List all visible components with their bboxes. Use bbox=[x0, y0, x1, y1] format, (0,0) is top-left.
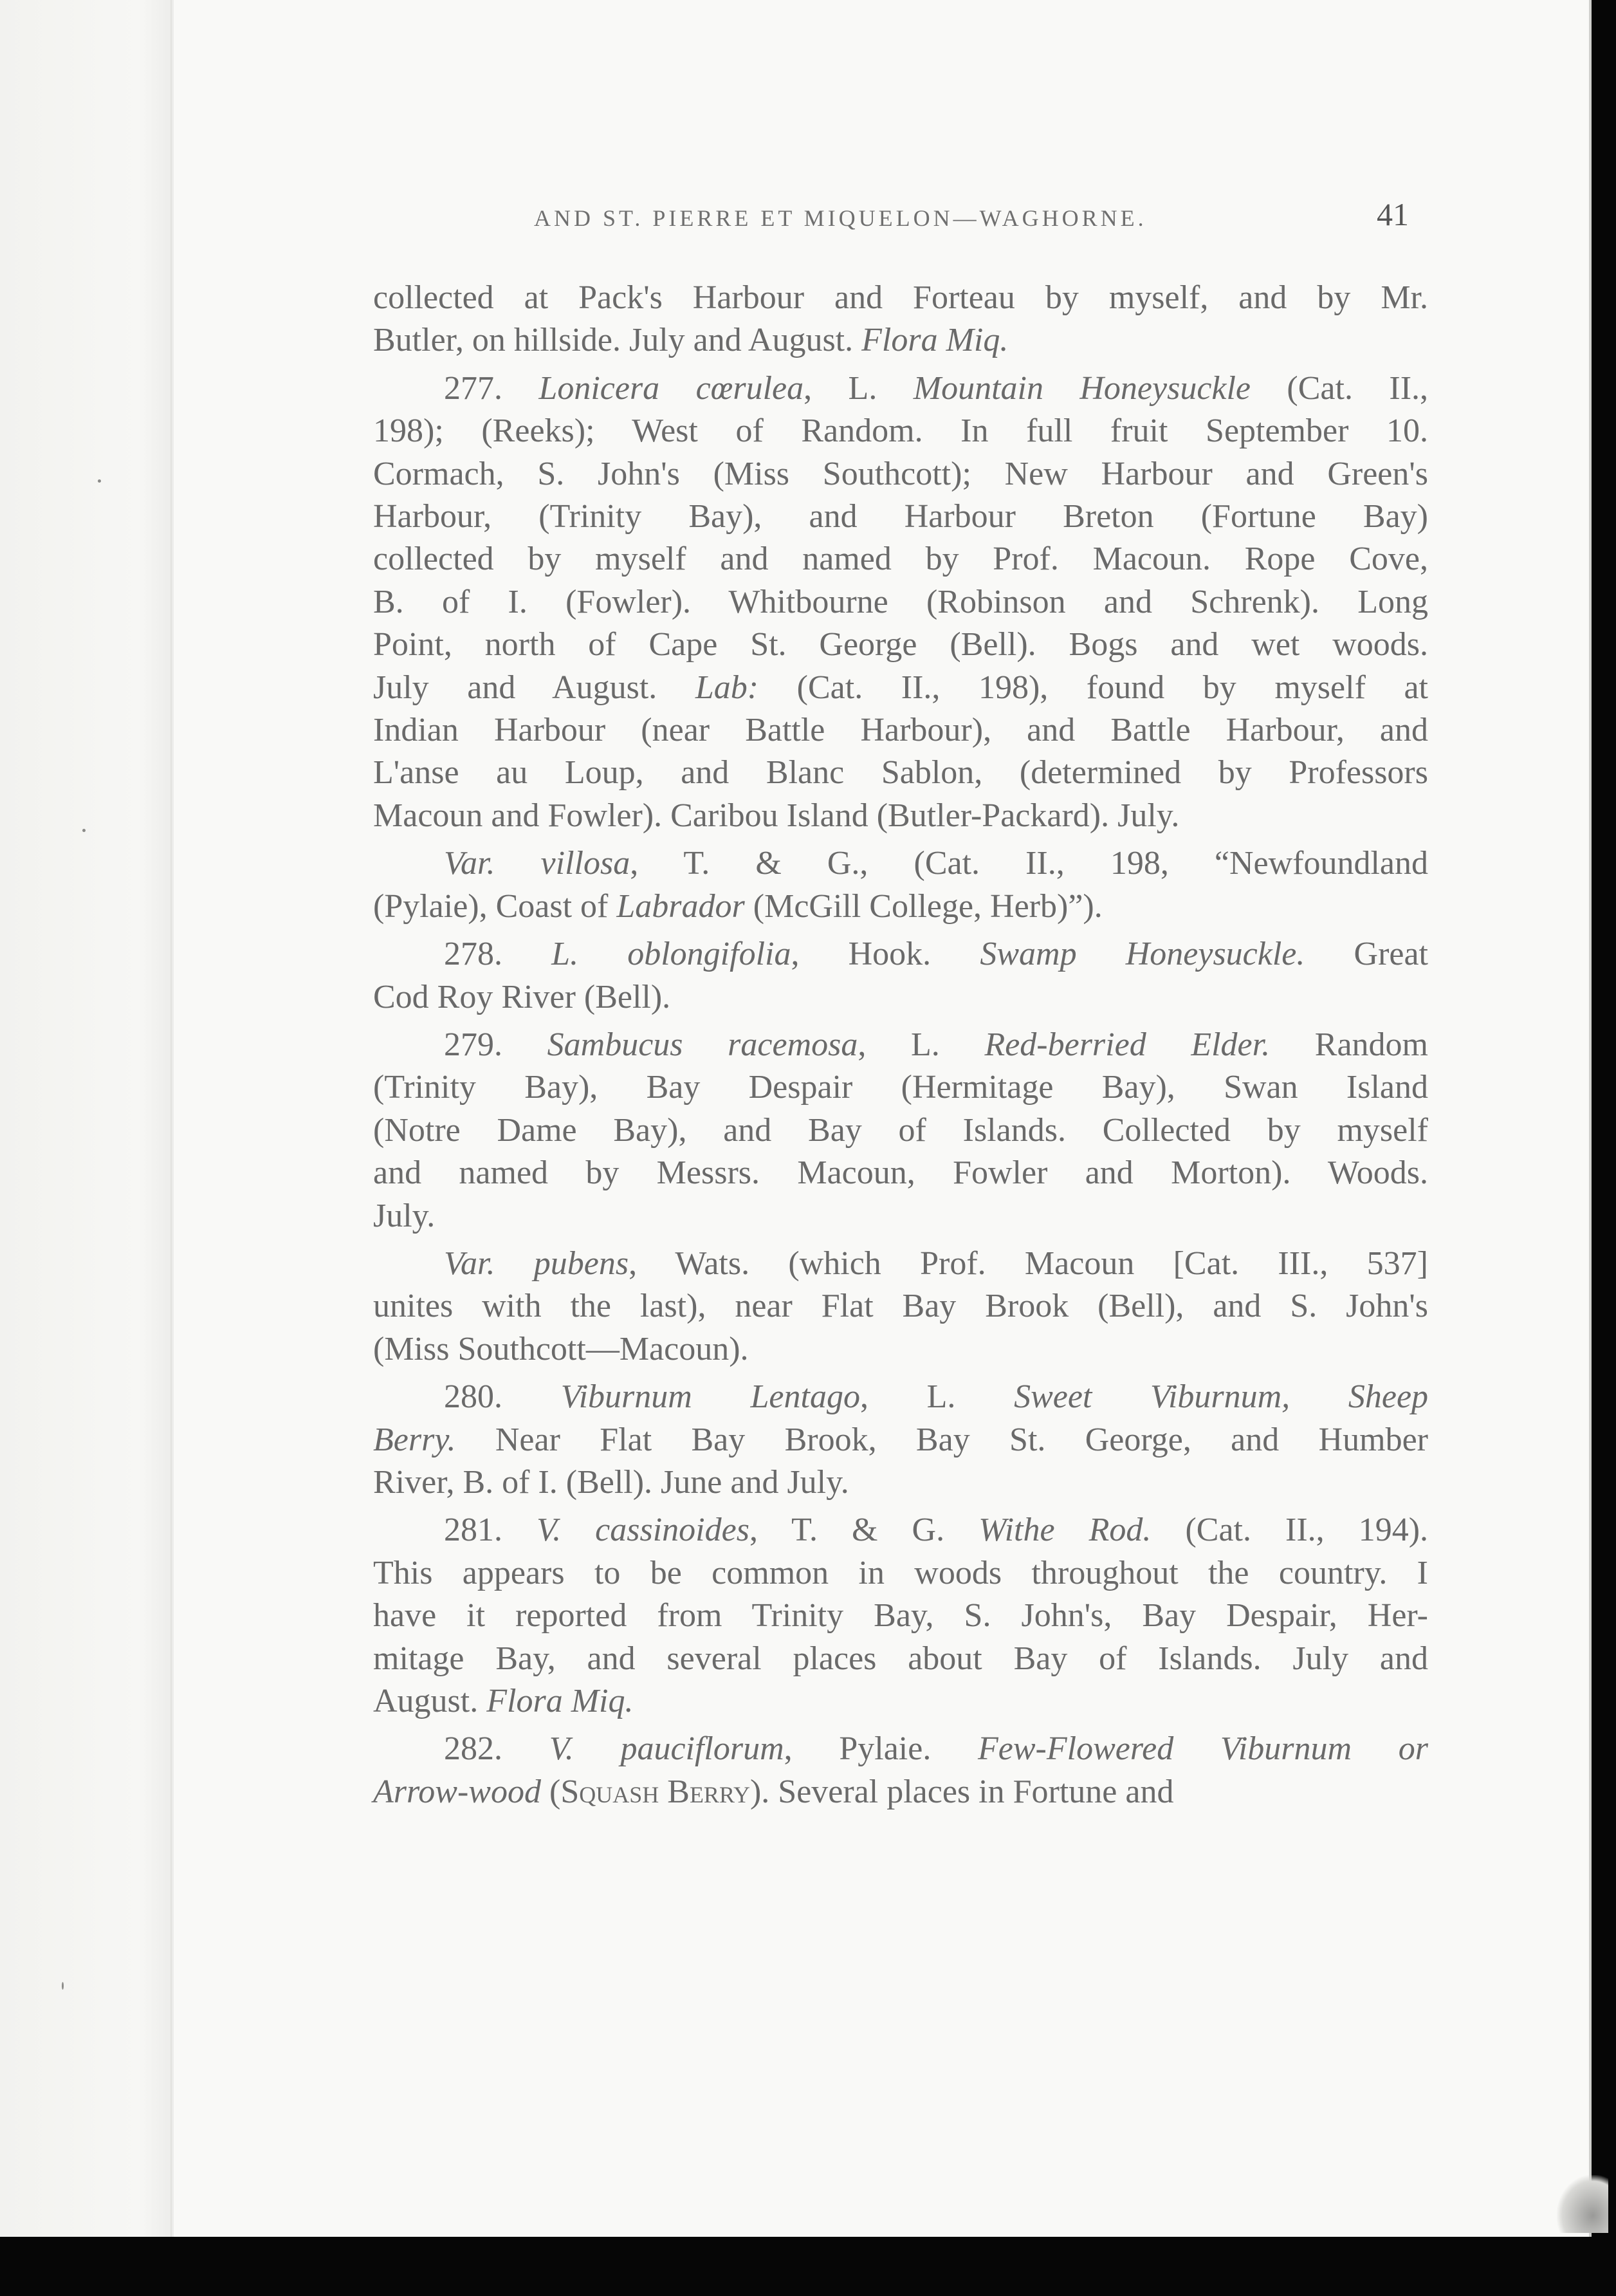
italic-term: Lab: bbox=[695, 669, 759, 706]
italic-term: L. oblongifolia bbox=[551, 936, 791, 973]
text-line: 282. V. pauciflorum, Pylaie. Few-Flowered Viburnum or bbox=[444, 1730, 1428, 1768]
text-line: Butler, on hillside. July and August. Flora Miq. bbox=[373, 322, 1009, 359]
italic-term: Mountain Honeysuckle bbox=[913, 369, 1251, 407]
text-line: 280. Viburnum Lentago, L. Sweet Viburnum, Sheep bbox=[444, 1378, 1429, 1416]
text-line: Cormach, S. John's (Miss Southcott); New Harbour and Green's bbox=[373, 455, 1428, 492]
text-line: Arrow-wood (Squash Berry). Several places in Fortune and bbox=[373, 1773, 1174, 1810]
text-line: collected by myself and named by Prof. Macoun. Rope Cove, bbox=[373, 541, 1428, 578]
page-speck bbox=[82, 829, 86, 832]
italic-term: V. pauciflorum bbox=[549, 1730, 784, 1768]
text-line: collected at Pack's Harbour and Forteau by myself, and by Mr. bbox=[373, 279, 1428, 316]
text-line: Macoun and Fowler). Caribou Island (Butler-Packard). July. bbox=[373, 797, 1180, 834]
text-line: L'anse au Loup, and Blanc Sablon, (determined by Professors bbox=[373, 754, 1428, 792]
italic-term: Flora Miq. bbox=[861, 322, 1009, 359]
italic-term: Labrador bbox=[616, 887, 745, 925]
italic-term: Var. villosa bbox=[444, 845, 630, 882]
page-speck bbox=[98, 479, 101, 483]
text-line: Berry. Near Flat Bay Brook, Bay St. George, and Humber bbox=[373, 1421, 1428, 1458]
page-corner-curl bbox=[1557, 2175, 1608, 2233]
text-line: Point, north of Cape St. George (Bell). Bogs and wet woods. bbox=[373, 626, 1428, 663]
italic-term: Flora Miq. bbox=[486, 1683, 634, 1719]
text-line: have it reported from Trinity Bay, S. John's, Bay Despair, Her- bbox=[373, 1597, 1428, 1634]
text-line: 281. V. cassinoides, T. & G. Withe Rod. (Cat. II., 194). bbox=[444, 1512, 1429, 1549]
text-line: (Notre Dame Bay), and Bay of Islands. Collected by myself bbox=[373, 1111, 1428, 1149]
italic-term: Red-berried Elder. bbox=[984, 1026, 1271, 1063]
text-line: River, B. of I. (Bell). June and July. bbox=[373, 1463, 849, 1501]
text-line: (Trinity Bay), Bay Despair (Hermitage Bay), Swan Island bbox=[373, 1069, 1428, 1106]
small-caps-term: Squash Berry bbox=[560, 1773, 750, 1810]
text-line: This appears to be common in woods throughout the country. I bbox=[373, 1554, 1428, 1591]
text-line: (Miss Southcott—Macoun). bbox=[373, 1330, 749, 1367]
italic-term: Lonicera cœrulea bbox=[538, 369, 804, 407]
text-line: Var. villosa, T. & G., (Cat. II., 198, “Newfoundland bbox=[444, 845, 1428, 882]
text-line: Indian Harbour (near Battle Harbour), and Battle Harbour, and bbox=[373, 712, 1428, 749]
body-text bbox=[373, 277, 1428, 1813]
italic-term: Arrow-wood bbox=[373, 1773, 541, 1810]
text-line: Var. pubens, Wats. (which Prof. Macoun [Cat. III., 537] bbox=[444, 1245, 1428, 1282]
text-line: and named by Messrs. Macoun, Fowler and Morton). Woods. bbox=[373, 1154, 1428, 1192]
page-speck bbox=[62, 1982, 64, 1990]
italic-term: Swamp Honeysuckle. bbox=[980, 936, 1305, 973]
italic-term: Viburnum Lentago bbox=[560, 1378, 860, 1416]
italic-term: Var. pubens bbox=[444, 1245, 629, 1282]
gutter-shadow bbox=[0, 0, 174, 2237]
page-number: 41 bbox=[1377, 196, 1409, 232]
text-line: 198); (Reeks); West of Random. In full fruit September 10. bbox=[373, 412, 1428, 450]
italic-term: Sweet Viburnum, Sheep bbox=[1014, 1378, 1429, 1416]
text-line: July and August. Lab: (Cat. II., 198), found by myself at bbox=[373, 669, 1428, 706]
page-gutter bbox=[170, 0, 172, 2237]
italic-term: V. cassinoides bbox=[537, 1512, 749, 1549]
text-line: unites with the last), near Flat Bay Brook (Bell), and S. John's bbox=[373, 1288, 1428, 1325]
italic-term: Sambucus racemosa bbox=[547, 1026, 858, 1063]
text-line: 279. Sambucus racemosa, L. Red-berried Elder. Random bbox=[444, 1026, 1428, 1063]
text-line: Cod Roy River (Bell). bbox=[373, 978, 671, 1015]
text-line: (Pylaie), Coast of Labrador (McGill College, Herb)”). bbox=[373, 887, 1103, 925]
running-header: AND ST. PIERRE ET MIQUELON—WAGHORNE. bbox=[534, 205, 1147, 231]
text-line: 278. L. oblongifolia, Hook. Swamp Honeysuckle. Great bbox=[444, 936, 1429, 973]
italic-term: Berry. bbox=[373, 1421, 456, 1458]
text-line: Harbour, (Trinity Bay), and Harbour Breton (Fortune Bay) bbox=[373, 498, 1428, 535]
italic-term: Withe Rod. bbox=[978, 1512, 1152, 1549]
italic-term: Few-Flowered Viburnum or bbox=[978, 1730, 1428, 1768]
text-line: mitage Bay, and several places about Bay of Islands. July and bbox=[373, 1640, 1428, 1677]
text-line: B. of I. (Fowler). Whitbourne (Robinson and Schrenk). Long bbox=[373, 583, 1428, 620]
text-line: July. bbox=[373, 1197, 436, 1234]
text-line: 277. Lonicera cœrulea, L. Mountain Honeysuckle (Cat. II., bbox=[444, 369, 1429, 407]
text-line: August. Flora Miq. bbox=[373, 1683, 634, 1719]
